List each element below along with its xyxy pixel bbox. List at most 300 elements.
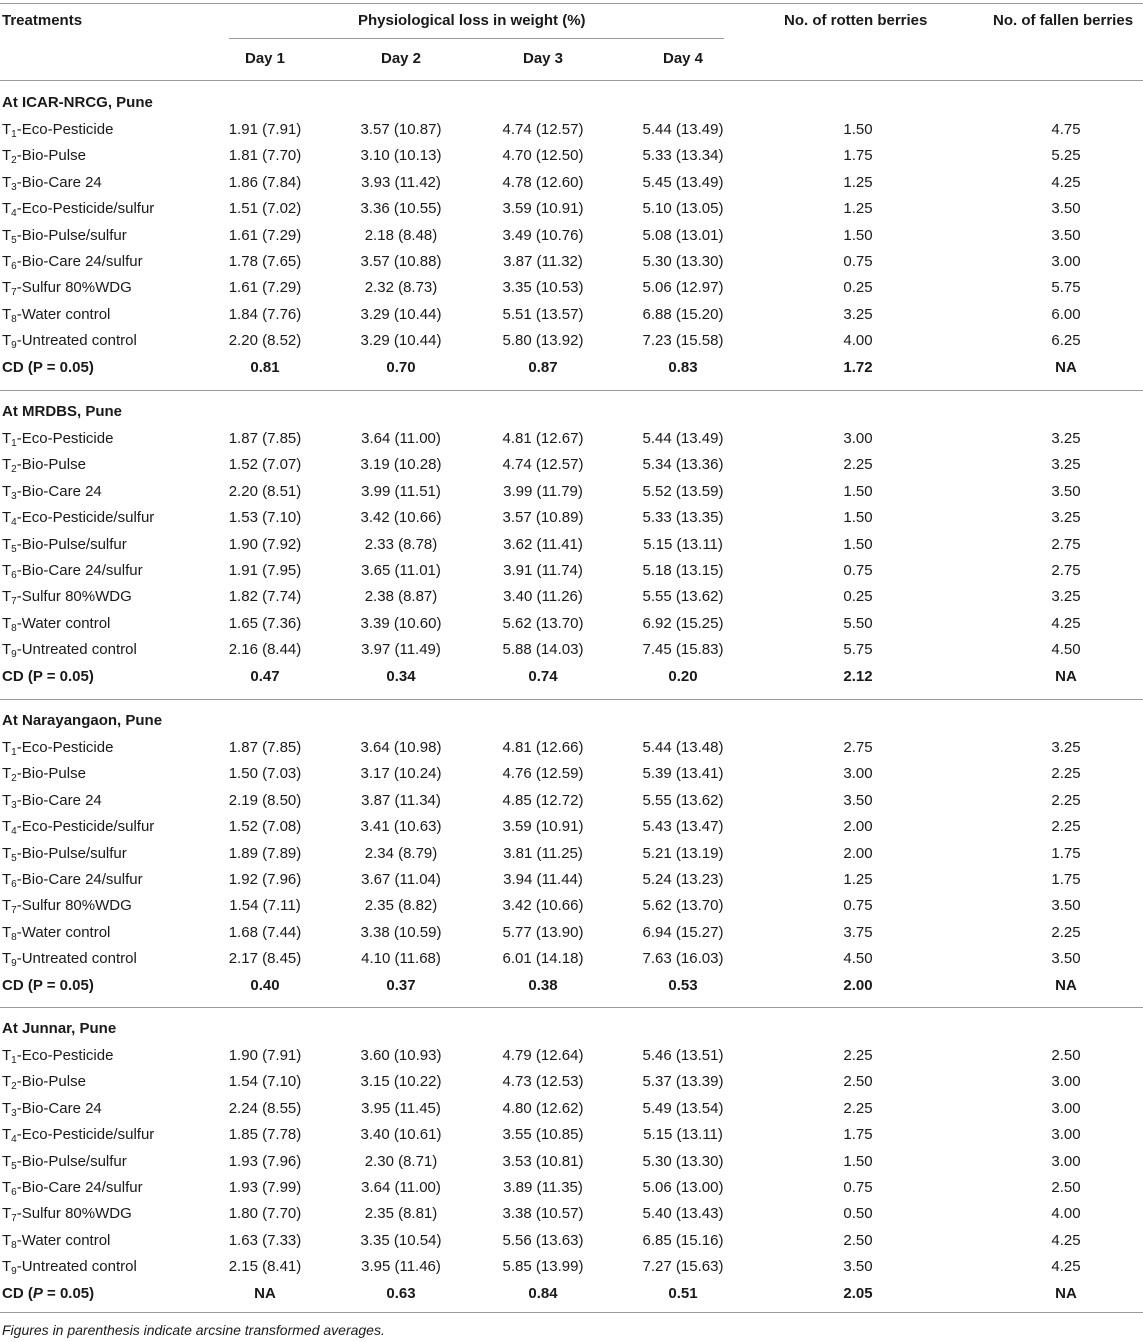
top-rule — [0, 3, 1143, 4]
cd-label — [2, 973, 94, 999]
table-footnote: Figures in parenthesis indicate arcsine transformed averages. — [2, 1322, 385, 1338]
cell-d2: 2.38 (8.87) — [364, 588, 438, 606]
cell-d2: 3.93 (11.42) — [361, 173, 441, 191]
cell-rotten: 1.50 — [843, 509, 873, 527]
treatment-prefix: T — [2, 482, 12, 500]
table-bottom-rule — [0, 1312, 1143, 1313]
treatment-subscript: 3 — [11, 799, 17, 811]
cd-row — [0, 973, 1143, 999]
cell-rotten: 3.50 — [843, 1258, 873, 1276]
treatment-label — [2, 558, 143, 584]
header-day-1: Day 1 — [244, 50, 286, 67]
table-row — [0, 170, 1143, 196]
section-divider — [0, 390, 1143, 391]
treatment-name: -Eco-Pesticide/sulfur — [16, 818, 155, 836]
treatment-name: -Eco-Pesticide — [16, 739, 114, 756]
cell-fallen: 6.25 — [1051, 332, 1081, 350]
treatment-label — [2, 1096, 102, 1122]
cd-d4: 0.53 — [668, 976, 698, 994]
cd-rotten: 2.00 — [843, 976, 873, 994]
treatment-label — [2, 1175, 143, 1201]
treatment-label — [2, 328, 137, 354]
treatment-prefix: T — [2, 535, 12, 553]
cell-d1: 2.20 (8.51) — [228, 482, 302, 500]
table-row — [0, 1228, 1143, 1254]
cell-fallen: 3.50 — [1051, 482, 1081, 500]
cell-rotten: 0.75 — [843, 253, 873, 270]
cell-d2: 3.36 (10.55) — [360, 200, 442, 218]
cell-rotten: 1.50 — [843, 1152, 873, 1170]
cell-d2: 3.29 (10.44) — [360, 332, 442, 350]
cell-rotten: 2.00 — [843, 844, 873, 862]
treatment-label — [2, 302, 110, 328]
cell-d4: 5.55 (13.62) — [642, 791, 724, 809]
cell-fallen: 3.50 — [1051, 950, 1081, 968]
cell-d1: 1.51 (7.02) — [228, 200, 302, 218]
cell-d1: 2.20 (8.52) — [228, 332, 302, 350]
treatment-label — [2, 735, 113, 761]
cell-d2: 3.15 (10.22) — [360, 1073, 442, 1091]
cell-d4: 5.18 (13.15) — [642, 562, 724, 579]
treatment-label — [2, 426, 113, 452]
cell-d3: 3.91 (11.74) — [503, 562, 583, 579]
treatment-prefix: T — [2, 1047, 12, 1064]
cd-label — [2, 1281, 94, 1307]
treatment-subscript: 1 — [11, 747, 17, 758]
treatment-name: -Bio-Care 24 — [16, 1099, 102, 1117]
treatment-subscript: 1 — [11, 129, 17, 140]
cell-d3: 5.88 (14.03) — [502, 641, 584, 659]
cell-rotten: 0.25 — [843, 588, 873, 606]
cell-d4: 5.24 (13.23) — [642, 871, 724, 888]
cell-d3: 3.87 (11.32) — [503, 253, 583, 270]
cd-d2: 0.70 — [386, 358, 416, 376]
cell-d3: 4.78 (12.60) — [502, 173, 584, 191]
table-row — [0, 302, 1143, 328]
treatment-name: -Bio-Pulse — [16, 147, 86, 165]
treatment-name: -Sulfur 80%WDG — [16, 1205, 132, 1223]
treatment-subscript: 7 — [11, 1213, 17, 1225]
treatment-name: -Eco-Pesticide — [16, 1047, 114, 1064]
header-treatments: Treatments — [2, 12, 83, 29]
cell-d4: 6.92 (15.25) — [642, 614, 724, 632]
cell-d4: 6.88 (15.20) — [642, 305, 724, 323]
cd-row — [0, 1281, 1143, 1307]
cell-fallen: 2.50 — [1051, 1179, 1081, 1196]
cd-d3: 0.87 — [528, 358, 558, 376]
cell-rotten: 2.75 — [843, 739, 873, 756]
cell-fallen: 3.25 — [1051, 509, 1081, 527]
cd-rotten: 1.72 — [843, 358, 873, 376]
table-row — [0, 196, 1143, 222]
cell-d1: 1.92 (7.96) — [228, 871, 302, 888]
cell-d3: 3.89 (11.35) — [503, 1179, 583, 1196]
treatment-label — [2, 1149, 127, 1175]
table-row — [0, 452, 1143, 478]
cell-d3: 3.57 (10.89) — [502, 509, 584, 527]
treatment-name: -Sulfur 80%WDG — [16, 279, 132, 297]
cell-d2: 3.38 (10.59) — [360, 923, 442, 941]
treatment-label — [2, 532, 127, 558]
cell-d1: 1.85 (7.78) — [228, 1126, 302, 1144]
cell-fallen: 2.25 — [1051, 765, 1081, 783]
header-fallen-berries: No. of fallen berries — [993, 12, 1134, 29]
cell-d3: 4.85 (12.72) — [502, 791, 584, 809]
cell-d2: 2.32 (8.73) — [364, 279, 438, 297]
cell-rotten: 1.50 — [843, 226, 873, 244]
section-title: At ICAR-NRCG, Pune — [2, 94, 153, 111]
cell-rotten: 0.75 — [843, 562, 873, 579]
treatment-subscript: 5 — [11, 234, 17, 246]
treatment-prefix: T — [2, 1205, 12, 1223]
treatment-name: -Water control — [16, 923, 111, 941]
treatment-prefix: T — [2, 147, 12, 165]
cell-d2: 3.35 (10.54) — [360, 1231, 442, 1249]
treatment-subscript: 1 — [11, 1055, 17, 1066]
table-row — [0, 841, 1143, 867]
cell-d3: 5.80 (13.92) — [502, 332, 584, 350]
treatment-name: -Bio-Care 24/sulfur — [16, 1179, 143, 1196]
cd-row — [0, 355, 1143, 381]
cell-rotten: 3.25 — [843, 305, 873, 323]
cell-rotten: 4.00 — [843, 332, 873, 350]
cell-d1: 1.65 (7.36) — [228, 614, 302, 632]
cell-d2: 2.35 (8.82) — [364, 897, 438, 915]
treatment-label — [2, 788, 102, 814]
cell-d3: 5.51 (13.57) — [502, 305, 584, 323]
cell-d3: 4.76 (12.59) — [502, 765, 584, 783]
cell-fallen: 2.25 — [1051, 818, 1081, 836]
cell-fallen: 4.50 — [1051, 641, 1081, 659]
treatment-prefix: T — [2, 1073, 12, 1091]
treatment-name: -Bio-Care 24/sulfur — [16, 871, 143, 888]
cell-d1: 1.53 (7.10) — [228, 509, 302, 527]
cell-d2: 2.35 (8.81) — [364, 1205, 438, 1223]
treatment-subscript: 4 — [11, 208, 17, 220]
cell-d1: 1.84 (7.76) — [228, 305, 302, 323]
treatment-prefix: T — [2, 1126, 12, 1144]
cell-d2: 3.40 (10.61) — [360, 1126, 442, 1144]
treatment-name: -Eco-Pesticide — [16, 121, 114, 138]
treatment-prefix: T — [2, 1231, 12, 1249]
treatment-subscript: 8 — [11, 1239, 17, 1251]
cell-d3: 4.70 (12.50) — [502, 147, 584, 165]
cell-d3: 4.74 (12.57) — [502, 456, 584, 474]
cell-d4: 5.43 (13.47) — [642, 818, 724, 836]
cell-d3: 3.38 (10.57) — [502, 1205, 584, 1223]
treatment-name: -Bio-Pulse — [16, 456, 86, 474]
cell-d3: 4.81 (12.67) — [502, 430, 584, 447]
treatment-prefix: T — [2, 226, 12, 244]
cd-d4: 0.51 — [668, 1284, 698, 1302]
header-bottom-rule — [0, 80, 1143, 81]
cd-d1: 0.47 — [250, 667, 280, 685]
cell-d3: 3.40 (11.26) — [503, 588, 583, 606]
cell-d3: 5.56 (13.63) — [502, 1231, 584, 1249]
treatment-prefix: T — [2, 1179, 12, 1196]
cell-rotten: 2.25 — [843, 1047, 873, 1064]
cell-rotten: 5.75 — [843, 641, 873, 659]
treatment-prefix: T — [2, 818, 12, 836]
cell-d2: 3.64 (11.00) — [361, 1179, 441, 1196]
treatment-label — [2, 275, 132, 301]
treatment-name: -Bio-Care 24 — [16, 791, 102, 809]
cell-d1: 1.68 (7.44) — [228, 923, 302, 941]
cell-d1: 2.17 (8.45) — [228, 950, 302, 968]
cell-d1: 1.87 (7.85) — [228, 430, 302, 447]
cell-d3: 3.42 (10.66) — [502, 897, 584, 915]
treatment-name: -Bio-Pulse — [16, 1073, 86, 1091]
treatment-name: -Bio-Pulse/sulfur — [16, 535, 127, 553]
cell-fallen: 2.25 — [1051, 923, 1081, 941]
cd-rotten: 2.12 — [843, 667, 873, 685]
treatment-name: -Bio-Care 24/sulfur — [16, 253, 143, 270]
treatment-name: -Water control — [16, 305, 111, 323]
cell-fallen: 3.25 — [1051, 456, 1081, 474]
treatment-name: -Water control — [16, 614, 111, 632]
cell-d3: 3.59 (10.91) — [502, 200, 584, 218]
cd-d3: 0.38 — [528, 976, 558, 994]
treatment-subscript: 3 — [11, 490, 17, 502]
cell-fallen: 1.75 — [1051, 871, 1081, 888]
cd-d2: 0.34 — [386, 667, 416, 685]
treatment-prefix: T — [2, 923, 12, 941]
cell-fallen: 3.00 — [1051, 253, 1081, 270]
cell-d4: 5.39 (13.41) — [642, 765, 724, 783]
treatment-label — [2, 761, 86, 787]
cell-d1: 2.15 (8.41) — [228, 1258, 302, 1276]
cell-rotten: 1.25 — [843, 173, 873, 191]
cell-d4: 5.33 (13.34) — [642, 147, 724, 165]
treatment-label — [2, 584, 132, 610]
treatment-label — [2, 223, 127, 249]
treatment-prefix: T — [2, 739, 12, 756]
cell-d2: 3.97 (11.49) — [361, 641, 441, 659]
treatment-subscript: 8 — [11, 622, 17, 634]
section-title: At MRDBS, Pune — [2, 403, 122, 420]
cell-d2: 3.95 (11.46) — [361, 1258, 441, 1276]
cell-d2: 2.30 (8.71) — [364, 1152, 438, 1170]
cd-d1: 0.40 — [250, 976, 280, 994]
treatment-subscript: 7 — [11, 287, 17, 299]
treatment-name: -Untreated control — [16, 950, 137, 968]
section-title: At Junnar, Pune — [2, 1020, 117, 1037]
cell-rotten: 0.25 — [843, 279, 873, 297]
treatment-subscript: 9 — [11, 958, 17, 970]
treatment-subscript: 5 — [11, 543, 17, 555]
table-row — [0, 637, 1143, 663]
treatment-label — [2, 867, 143, 893]
treatment-name: -Untreated control — [16, 332, 137, 350]
treatment-prefix: T — [2, 305, 12, 323]
cell-d2: 3.42 (10.66) — [360, 509, 442, 527]
treatment-label — [2, 1254, 137, 1280]
table-row — [0, 611, 1143, 637]
cell-d4: 5.06 (13.00) — [642, 1179, 724, 1196]
cd-d1: NA — [254, 1284, 276, 1302]
table-row — [0, 761, 1143, 787]
cell-fallen: 5.25 — [1051, 147, 1081, 165]
treatment-label — [2, 249, 143, 275]
treatment-subscript: 5 — [11, 1160, 17, 1172]
cell-d2: 2.34 (8.79) — [364, 844, 438, 862]
cell-d4: 5.30 (13.30) — [642, 253, 724, 270]
cell-d4: 5.40 (13.43) — [642, 1205, 724, 1223]
cd-label-text: CD (P = 0.05) — [2, 358, 94, 376]
cell-d3: 3.59 (10.91) — [502, 818, 584, 836]
cd-label-text: CD ( — [2, 1284, 33, 1302]
header-subrule — [229, 38, 724, 39]
cell-d3: 5.62 (13.70) — [502, 614, 584, 632]
cell-d3: 4.73 (12.53) — [502, 1073, 584, 1091]
cd-label-text: CD (P = 0.05) — [2, 667, 94, 685]
treatment-subscript: 9 — [11, 1266, 17, 1278]
cell-d2: 3.29 (10.44) — [360, 305, 442, 323]
treatment-label — [2, 841, 127, 867]
table-row — [0, 1069, 1143, 1095]
cell-d1: 1.52 (7.08) — [228, 818, 302, 836]
treatment-label — [2, 946, 137, 972]
treatment-name: -Untreated control — [16, 641, 137, 659]
cell-d1: 1.90 (7.92) — [228, 535, 302, 553]
table-row — [0, 223, 1143, 249]
treatment-subscript: 3 — [11, 1107, 17, 1119]
cell-rotten: 3.50 — [843, 791, 873, 809]
treatment-subscript: 4 — [11, 517, 17, 529]
cell-d3: 3.35 (10.53) — [502, 279, 584, 297]
cell-d1: 1.91 (7.95) — [228, 562, 302, 579]
cell-d2: 3.41 (10.63) — [360, 818, 442, 836]
cell-fallen: 3.00 — [1051, 1099, 1081, 1117]
header-rotten-berries: No. of rotten berries — [784, 12, 928, 29]
treatment-subscript: 2 — [11, 1081, 17, 1093]
cell-d4: 5.37 (13.39) — [642, 1073, 724, 1091]
treatment-subscript: 3 — [11, 181, 17, 193]
cd-fallen: NA — [1055, 358, 1077, 376]
treatment-subscript: 9 — [11, 649, 17, 661]
cell-d1: 1.87 (7.85) — [228, 739, 302, 756]
cd-d2: 0.37 — [386, 976, 416, 994]
table-row — [0, 532, 1143, 558]
treatment-name: -Bio-Pulse/sulfur — [16, 844, 127, 862]
treatment-subscript: 8 — [11, 313, 17, 325]
cell-fallen: 2.25 — [1051, 791, 1081, 809]
table-row — [0, 1149, 1143, 1175]
cell-fallen: 2.50 — [1051, 1047, 1081, 1064]
cell-fallen: 6.00 — [1051, 305, 1081, 323]
cell-d1: 1.50 (7.03) — [228, 765, 302, 783]
treatment-name: -Eco-Pesticide/sulfur — [16, 509, 155, 527]
cell-d4: 5.46 (13.51) — [642, 1047, 724, 1064]
treatment-label — [2, 170, 102, 196]
cell-fallen: 4.00 — [1051, 1205, 1081, 1223]
cell-d3: 4.74 (12.57) — [502, 121, 584, 138]
cell-rotten: 1.50 — [843, 482, 873, 500]
cell-d1: 1.63 (7.33) — [228, 1231, 302, 1249]
cell-rotten: 3.00 — [843, 765, 873, 783]
cell-fallen: 3.50 — [1051, 897, 1081, 915]
cell-rotten: 0.75 — [843, 897, 873, 915]
table-row — [0, 275, 1143, 301]
cell-d4: 5.15 (13.11) — [643, 1126, 723, 1144]
cell-fallen: 1.75 — [1051, 844, 1081, 862]
cell-d3: 4.79 (12.64) — [502, 1047, 584, 1064]
cell-d2: 3.99 (11.51) — [361, 482, 441, 500]
cell-d4: 6.94 (15.27) — [642, 923, 724, 941]
treatment-label — [2, 920, 110, 946]
treatment-subscript: 2 — [11, 773, 17, 785]
table-row — [0, 584, 1143, 610]
treatment-prefix: T — [2, 562, 12, 579]
cell-d2: 3.19 (10.28) — [360, 456, 442, 474]
cell-d1: 1.82 (7.74) — [228, 588, 302, 606]
cell-fallen: 3.25 — [1051, 430, 1081, 447]
cell-fallen: 4.25 — [1051, 614, 1081, 632]
cell-d2: 3.64 (11.00) — [361, 430, 441, 447]
treatment-name: -Untreated control — [16, 1258, 137, 1276]
treatment-name: -Bio-Pulse/sulfur — [16, 226, 127, 244]
table-row — [0, 1122, 1143, 1148]
table-row — [0, 1201, 1143, 1227]
treatment-subscript: 2 — [11, 155, 17, 167]
cell-d3: 5.85 (13.99) — [502, 1258, 584, 1276]
cell-d1: 1.86 (7.84) — [228, 173, 302, 191]
cell-d3: 4.81 (12.66) — [502, 739, 584, 756]
treatment-prefix: T — [2, 279, 12, 297]
table-row — [0, 867, 1143, 893]
cell-d1: 2.16 (8.44) — [228, 641, 302, 659]
treatment-name: -Sulfur 80%WDG — [16, 588, 132, 606]
treatment-name: -Eco-Pesticide/sulfur — [16, 200, 155, 218]
cell-d4: 5.55 (13.62) — [642, 588, 724, 606]
cell-rotten: 2.00 — [843, 818, 873, 836]
cell-rotten: 2.50 — [843, 1073, 873, 1091]
table-row — [0, 920, 1143, 946]
treatment-label — [2, 1069, 86, 1095]
cell-rotten: 2.25 — [843, 1099, 873, 1117]
cell-d2: 3.57 (10.87) — [360, 121, 442, 138]
cd-fallen: NA — [1055, 1284, 1077, 1302]
cell-d4: 5.52 (13.59) — [642, 482, 724, 500]
treatment-prefix: T — [2, 456, 12, 474]
table-row — [0, 814, 1143, 840]
cell-fallen: 2.75 — [1051, 535, 1081, 553]
header-day-4: Day 4 — [662, 50, 704, 67]
treatment-prefix: T — [2, 332, 12, 350]
cell-d1: 1.78 (7.65) — [228, 253, 302, 270]
cell-d2: 3.67 (11.04) — [361, 871, 441, 888]
cell-d4: 7.63 (16.03) — [642, 950, 724, 968]
treatment-subscript: 6 — [11, 261, 17, 272]
cell-rotten: 1.25 — [843, 871, 873, 888]
table-row — [0, 946, 1143, 972]
table-row — [0, 249, 1143, 275]
cell-d4: 6.85 (15.16) — [642, 1231, 724, 1249]
cell-d4: 7.23 (15.58) — [642, 332, 724, 350]
treatment-prefix: T — [2, 791, 12, 809]
cell-fallen: 4.75 — [1051, 121, 1081, 138]
treatment-subscript: 6 — [11, 879, 17, 890]
treatment-name: -Bio-Care 24 — [16, 173, 102, 191]
cell-d4: 5.15 (13.11) — [643, 535, 723, 553]
cell-fallen: 3.00 — [1051, 1073, 1081, 1091]
cell-d1: 1.93 (7.99) — [228, 1179, 302, 1196]
cell-d4: 7.45 (15.83) — [642, 641, 724, 659]
treatment-prefix: T — [2, 1152, 12, 1170]
cell-d4: 5.62 (13.70) — [642, 897, 724, 915]
cell-d2: 2.33 (8.78) — [364, 535, 438, 553]
cell-rotten: 3.75 — [843, 923, 873, 941]
